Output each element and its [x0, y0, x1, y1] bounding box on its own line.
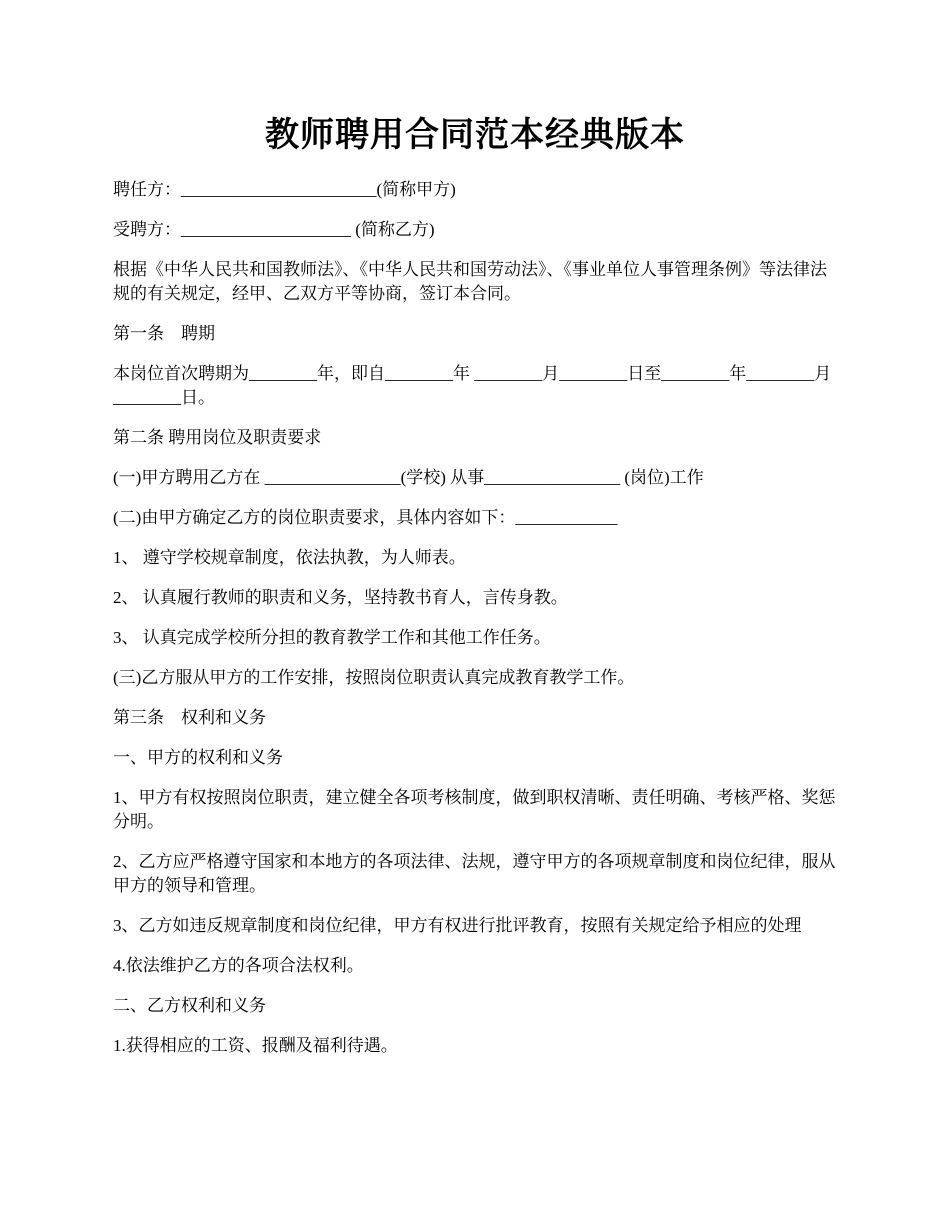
- duty-item-2: 2、 认真履行教师的职责和义务，坚持教书育人，言传身教。: [113, 588, 568, 607]
- party-a-rights-heading: 一、甲方的权利和义务: [113, 748, 283, 767]
- document-title: 教师聘用合同范本经典版本: [265, 117, 685, 154]
- party-b-rights-heading: 二、乙方权利和义务: [113, 996, 266, 1015]
- term-paragraph: 本岗位首次聘期为________年，即自________年 ________月________日至________年________月________日。: [113, 364, 832, 407]
- document-body: [113, 178, 837, 1074]
- duty-item-1: 1、 遵守学校规章制度，依法执教，为人师表。: [113, 548, 466, 567]
- position-clause: (一)甲方聘用乙方在 ________________(学校) 从事________________ (岗位)工作: [113, 468, 704, 487]
- duty-item-3: 3、 认真完成学校所分担的教育教学工作和其他工作任务。: [113, 628, 551, 647]
- party-b-right-1: 1.获得相应的工资、报酬及福利待遇。: [113, 1036, 398, 1055]
- party-a-right-4: 4.依法维护乙方的各项合法权利。: [113, 956, 364, 975]
- employee-line: 受聘方：____________________ (简称乙方): [113, 220, 435, 239]
- duties-clause: (二)由甲方确定乙方的岗位职责要求，具体内容如下：____________: [113, 508, 618, 527]
- party-a-right-1: 1、甲方有权按照岗位职责，建立健全各项考核制度，做到职权清晰、责任明确、考核严格、奖惩分明。: [113, 788, 836, 831]
- party-a-right-3: 3、乙方如违反规章制度和岗位纪律，甲方有权进行批评教育，按照有关规定给予相应的处理: [113, 916, 802, 935]
- article-1-heading: 第一条 聘期: [113, 324, 215, 343]
- article-2-heading: 第二条 聘用岗位及职责要求: [113, 428, 322, 447]
- party-a-right-2: 2、乙方应严格遵守国家和本地方的各项法律、法规，遵守甲方的各项规章制度和岗位纪律，服从甲方的领导和管理。: [113, 852, 836, 895]
- employer-line: 聘任方：_______________________(简称甲方): [113, 180, 456, 199]
- article-3-heading: 第三条 权利和义务: [113, 708, 266, 727]
- preamble-paragraph: 根据《中华人民共和国教师法》、《中华人民共和国劳动法》、《事业单位人事管理条例》等法律法规的有关规定，经甲、乙双方平等协商，签订本合同。: [113, 260, 827, 303]
- compliance-clause: (三)乙方服从甲方的工作安排，按照岗位职责认真完成教育教学工作。: [113, 668, 635, 687]
